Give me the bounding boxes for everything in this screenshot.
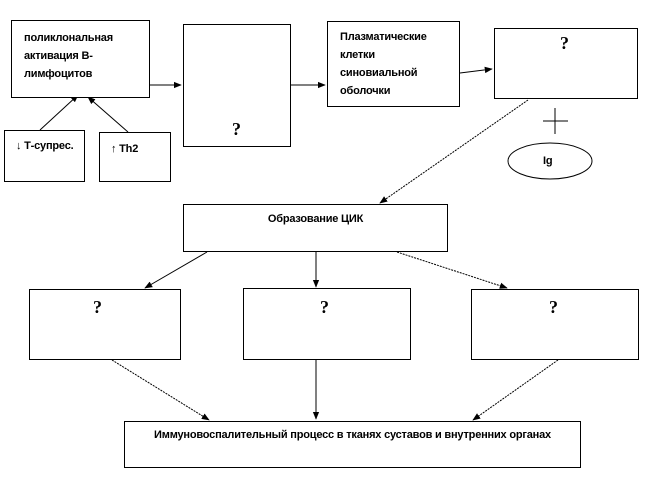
node-th2-label: ↑ Th2 bbox=[111, 143, 139, 155]
node-outcome-label: Иммуновоспалительный процесс в тканях суставов и внутренних органах bbox=[154, 429, 551, 441]
arrow-unknown-right-to-cic bbox=[380, 100, 528, 203]
node-t-supp-label: ↓ Т-супрес. bbox=[16, 140, 74, 152]
node-unknown-right-label: ? bbox=[560, 33, 569, 53]
node-unknown-rightb-label: ? bbox=[549, 297, 558, 317]
arrow-unknown-left-to-outcome bbox=[112, 360, 209, 420]
arrow-tsupp-to-polyclonal bbox=[40, 95, 78, 130]
node-unknown-mid-label: ? bbox=[320, 297, 329, 317]
node-polyclonal-label: поликлональная активация В-лимфоцитов bbox=[24, 32, 113, 80]
arrow-unknown-rightb-to-outcome bbox=[473, 360, 558, 420]
node-unknown-top-label: ? bbox=[232, 119, 241, 139]
arrow-cic-to-unknown-left bbox=[145, 252, 207, 288]
ig-label: Ig bbox=[543, 155, 553, 167]
node-unknown-left bbox=[29, 289, 181, 360]
arrow-cic-to-unknown-rightb bbox=[397, 252, 507, 288]
node-plasma-label: Плазматические клетки синовиальной оболочки bbox=[340, 31, 427, 97]
node-cic-label: Образование ЦИК bbox=[267, 213, 364, 225]
node-unknown-left-label: ? bbox=[93, 297, 102, 317]
arrow-th2-to-polyclonal bbox=[88, 97, 128, 132]
arrow-plasma-to-unknown-right bbox=[460, 69, 492, 73]
